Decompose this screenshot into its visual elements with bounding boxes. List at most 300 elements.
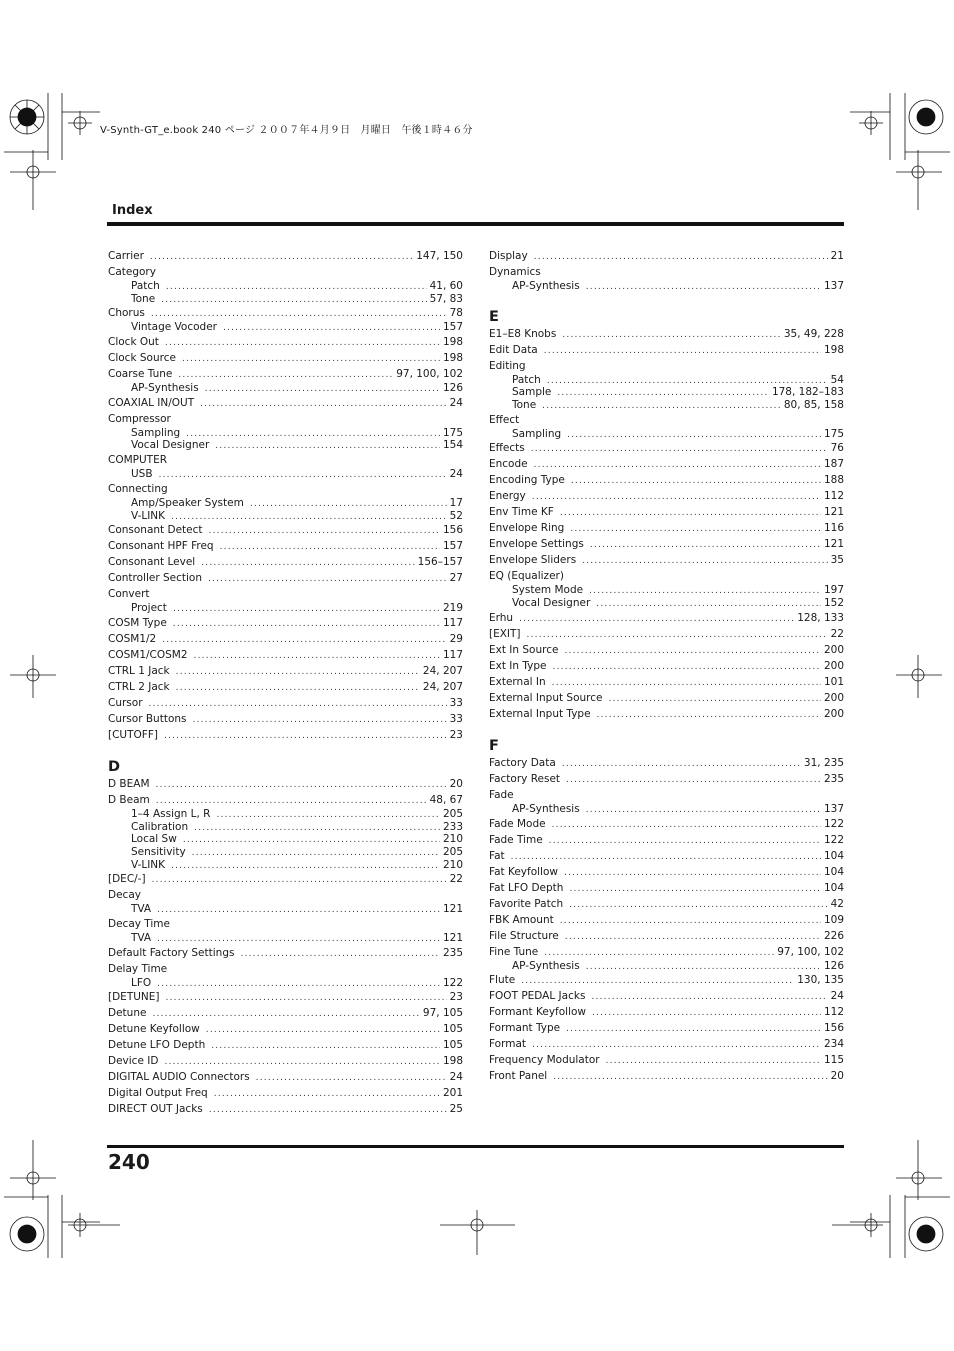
index-entry bbox=[108, 395, 463, 411]
index-pages: 20 bbox=[449, 777, 463, 790]
dot-leader bbox=[157, 904, 440, 917]
index-pages: 22 bbox=[830, 627, 844, 640]
index-term: Sampling bbox=[131, 426, 181, 439]
header-rule bbox=[107, 222, 844, 226]
dot-leader bbox=[562, 327, 781, 343]
dot-leader bbox=[206, 1022, 440, 1038]
dot-leader bbox=[542, 400, 781, 413]
index-pages: 23 bbox=[449, 728, 463, 741]
index-term: COSM Type bbox=[108, 616, 167, 629]
index-term: Convert bbox=[108, 588, 150, 601]
dot-leader bbox=[223, 322, 440, 335]
index-term: Encode bbox=[489, 458, 528, 471]
dot-leader bbox=[544, 945, 774, 961]
index-entry bbox=[489, 358, 844, 374]
index-subentry bbox=[108, 859, 463, 872]
index-pages: 121 bbox=[823, 538, 844, 551]
dot-leader bbox=[182, 351, 440, 367]
dot-leader bbox=[606, 1053, 821, 1069]
index-pages: 198 bbox=[442, 336, 463, 349]
index-entry bbox=[108, 647, 463, 663]
index-term: Envelope Sliders bbox=[489, 554, 577, 567]
index-term: TVA bbox=[131, 903, 152, 916]
target-icon bbox=[10, 111, 92, 210]
dot-leader bbox=[591, 989, 827, 1005]
index-entry bbox=[489, 552, 844, 568]
dot-leader bbox=[173, 616, 440, 632]
dot-leader bbox=[156, 793, 427, 809]
index-term: [DETUNE] bbox=[108, 991, 160, 1004]
index-entry bbox=[108, 631, 463, 647]
index-pages: 198 bbox=[442, 1055, 463, 1068]
index-pages: 178, 182–183 bbox=[771, 386, 844, 399]
dot-leader bbox=[552, 675, 821, 691]
index-term: Default Factory Settings bbox=[108, 946, 235, 959]
index-pages: 156–157 bbox=[417, 556, 463, 569]
index-term: Effect bbox=[489, 413, 520, 426]
index-entry bbox=[108, 586, 463, 602]
dot-leader bbox=[586, 281, 821, 294]
index-subentry bbox=[108, 903, 463, 916]
index-term: Local Sw bbox=[131, 833, 177, 846]
index-term: CTRL 2 Jack bbox=[108, 680, 170, 693]
dot-leader bbox=[151, 306, 447, 322]
index-entry bbox=[489, 787, 844, 803]
dot-leader bbox=[209, 1102, 447, 1118]
index-entry bbox=[489, 1068, 844, 1084]
index-entry bbox=[489, 771, 844, 787]
dot-leader bbox=[557, 387, 769, 400]
index-term: AP-Synthesis bbox=[512, 959, 580, 972]
index-entry bbox=[108, 695, 463, 711]
index-entry bbox=[108, 452, 463, 468]
dot-leader bbox=[178, 367, 393, 383]
index-term: Sensitivity bbox=[131, 845, 186, 858]
index-pages: 200 bbox=[823, 659, 844, 672]
index-entry bbox=[489, 928, 844, 944]
dot-leader bbox=[256, 1070, 447, 1086]
index-pages: 200 bbox=[823, 707, 844, 720]
dot-leader bbox=[159, 469, 447, 482]
index-term: AP-Synthesis bbox=[131, 382, 199, 395]
dot-leader bbox=[211, 1038, 440, 1054]
index-subentry bbox=[108, 321, 463, 334]
index-pages: 105 bbox=[442, 1039, 463, 1052]
index-pages: 104 bbox=[823, 881, 844, 894]
index-pages: 200 bbox=[823, 643, 844, 656]
index-pages: 48, 67 bbox=[429, 793, 463, 806]
dot-leader bbox=[566, 772, 821, 788]
index-entry bbox=[108, 411, 463, 427]
index-entry bbox=[108, 792, 463, 808]
index-pages: 234 bbox=[823, 1038, 844, 1051]
index-pages: 23 bbox=[449, 991, 463, 1004]
index-term: Ext In Type bbox=[489, 659, 547, 672]
index-entry bbox=[108, 1101, 463, 1117]
index-subentry bbox=[108, 439, 463, 452]
index-term: Sampling bbox=[512, 427, 562, 440]
index-term: Detune Keyfollow bbox=[108, 1023, 200, 1036]
index-term: Controller Section bbox=[108, 572, 202, 585]
index-term: Erhu bbox=[489, 611, 514, 624]
index-term: EQ (Equalizer) bbox=[489, 570, 564, 583]
index-subentry bbox=[108, 602, 463, 615]
index-entry bbox=[108, 538, 463, 554]
index-entry bbox=[489, 440, 844, 456]
index-term: FBK Amount bbox=[489, 913, 554, 926]
index-term: Effects bbox=[489, 442, 525, 455]
index-entry bbox=[108, 989, 463, 1005]
dot-leader bbox=[571, 473, 821, 489]
index-pages: 137 bbox=[823, 802, 844, 815]
index-entry bbox=[108, 1005, 463, 1021]
dot-leader bbox=[569, 897, 827, 913]
index-pages: 41, 60 bbox=[429, 280, 463, 292]
index-term: Consonant Detect bbox=[108, 524, 203, 537]
index-term: COSM1/2 bbox=[108, 632, 157, 645]
index-pages: 117 bbox=[442, 616, 463, 629]
index-term: Patch bbox=[131, 280, 160, 292]
dot-leader bbox=[152, 872, 447, 888]
index-entry bbox=[108, 350, 463, 366]
index-entry bbox=[108, 1037, 463, 1053]
index-term: [DEC/-] bbox=[108, 873, 146, 886]
index-subentry bbox=[489, 428, 844, 441]
index-entry bbox=[489, 755, 844, 771]
index-pages: 128, 133 bbox=[797, 611, 844, 624]
index-entry bbox=[489, 1052, 844, 1068]
dot-leader bbox=[582, 553, 827, 569]
target-icon bbox=[832, 1140, 942, 1237]
index-entry bbox=[489, 326, 844, 342]
dot-leader bbox=[164, 1054, 440, 1070]
index-pages: 157 bbox=[442, 540, 463, 553]
index-entry bbox=[108, 570, 463, 586]
dot-leader bbox=[150, 249, 413, 265]
index-entry bbox=[489, 972, 844, 988]
dot-leader bbox=[560, 913, 821, 929]
index-subentry bbox=[108, 510, 463, 523]
index-term: Fade Time bbox=[489, 833, 543, 846]
index-pages: 233 bbox=[442, 820, 463, 833]
index-pages: 35, 49, 228 bbox=[783, 327, 844, 340]
index-pages: 152 bbox=[823, 597, 844, 610]
index-term: Calibration bbox=[131, 820, 189, 833]
index-subentry bbox=[108, 977, 463, 990]
index-term: External In bbox=[489, 675, 546, 688]
index-pages: 116 bbox=[823, 522, 844, 535]
index-term: Consonant Level bbox=[108, 556, 196, 569]
dot-leader bbox=[240, 946, 439, 962]
index-term: Delay Time bbox=[108, 962, 168, 975]
index-term: E1–E8 Knobs bbox=[489, 327, 557, 340]
dot-leader bbox=[569, 881, 821, 897]
index-term: Fade bbox=[489, 788, 514, 801]
index-term: Chorus bbox=[108, 307, 145, 320]
index-term: Favorite Patch bbox=[489, 897, 564, 910]
dot-leader bbox=[527, 627, 828, 643]
index-term: Ext In Source bbox=[489, 643, 559, 656]
dot-leader bbox=[597, 707, 821, 723]
index-entry bbox=[489, 658, 844, 674]
index-pages: 29 bbox=[449, 632, 463, 645]
index-term: System Mode bbox=[512, 584, 584, 597]
dot-leader bbox=[176, 680, 420, 696]
index-pages: 21 bbox=[830, 250, 844, 262]
dot-leader bbox=[553, 1069, 827, 1085]
index-term: Device ID bbox=[108, 1055, 159, 1068]
index-term: Clock Source bbox=[108, 352, 176, 365]
index-pages: 20 bbox=[830, 1070, 844, 1083]
index-entry bbox=[108, 366, 463, 382]
index-pages: 121 bbox=[442, 903, 463, 916]
index-pages: 54 bbox=[830, 373, 844, 386]
crop-line bbox=[4, 93, 100, 160]
dot-leader bbox=[194, 648, 440, 664]
index-pages: 122 bbox=[823, 833, 844, 846]
index-term: AP-Synthesis bbox=[512, 802, 580, 815]
index-entry bbox=[108, 248, 463, 264]
index-term: Formant Type bbox=[489, 1022, 561, 1035]
index-term: Fine Tune bbox=[489, 945, 539, 958]
dot-leader bbox=[565, 929, 821, 945]
index-pages: 52 bbox=[449, 509, 463, 522]
index-term: Encoding Type bbox=[489, 474, 565, 487]
dot-leader bbox=[511, 849, 821, 865]
index-entry bbox=[489, 488, 844, 504]
index-pages: 80, 85, 158 bbox=[783, 399, 844, 412]
index-term: Edit Data bbox=[489, 343, 538, 356]
dot-leader bbox=[193, 712, 447, 728]
dot-leader bbox=[171, 511, 447, 524]
dot-leader bbox=[186, 428, 440, 441]
index-entry bbox=[489, 568, 844, 584]
dot-leader bbox=[570, 521, 821, 537]
index-pages: 17 bbox=[449, 496, 463, 509]
index-term: Cursor Buttons bbox=[108, 712, 187, 725]
index-term: Vocal Designer bbox=[131, 439, 210, 452]
index-term: Editing bbox=[489, 359, 526, 372]
dot-leader bbox=[532, 1037, 821, 1053]
index-pages: 35 bbox=[830, 554, 844, 567]
registration-wheel-icon bbox=[909, 100, 943, 134]
dot-leader bbox=[560, 505, 821, 521]
index-term: Coarse Tune bbox=[108, 368, 173, 381]
index-subentry bbox=[108, 821, 463, 834]
registration-wheel-icon bbox=[10, 100, 44, 134]
index-term: Compressor bbox=[108, 412, 171, 425]
index-pages: 57, 83 bbox=[429, 292, 463, 305]
dot-leader bbox=[162, 632, 446, 648]
index-entry bbox=[489, 456, 844, 472]
index-term: USB bbox=[131, 468, 153, 481]
dot-leader bbox=[201, 555, 414, 571]
index-entry bbox=[489, 626, 844, 642]
index-pages: 198 bbox=[442, 352, 463, 365]
index-subentry bbox=[108, 932, 463, 945]
index-entry bbox=[108, 522, 463, 538]
index-pages: 109 bbox=[823, 913, 844, 926]
index-pages: 112 bbox=[823, 1006, 844, 1019]
index-subentry bbox=[108, 468, 463, 481]
index-pages: 25 bbox=[449, 1103, 463, 1116]
index-entry bbox=[108, 554, 463, 570]
index-pages: 105 bbox=[442, 1023, 463, 1036]
index-subentry bbox=[489, 280, 844, 293]
dot-leader bbox=[208, 571, 447, 587]
index-pages: 97, 100, 102 bbox=[777, 945, 844, 958]
index-entry bbox=[489, 520, 844, 536]
footer-rule bbox=[107, 1145, 844, 1148]
index-entry bbox=[108, 264, 463, 280]
index-term: DIRECT OUT Jacks bbox=[108, 1103, 203, 1116]
document-header-line: V-Synth-GT_e.book 240 ページ ２００７年４月９日 月曜日 午後１時４６分 bbox=[100, 125, 473, 136]
index-pages: 205 bbox=[442, 845, 463, 858]
index-term: Tone bbox=[512, 399, 537, 412]
index-entry bbox=[489, 912, 844, 928]
dot-leader bbox=[553, 659, 821, 675]
index-pages: 24 bbox=[830, 990, 844, 1003]
index-pages: 210 bbox=[442, 833, 463, 846]
dot-leader bbox=[176, 664, 420, 680]
index-pages: 33 bbox=[449, 696, 463, 709]
index-term: Vintage Vocoder bbox=[131, 321, 217, 334]
dot-leader bbox=[183, 834, 440, 847]
dot-leader bbox=[152, 1006, 419, 1022]
index-column-left bbox=[108, 248, 463, 1117]
dot-leader bbox=[214, 1086, 440, 1102]
index-pages: 24, 207 bbox=[422, 680, 463, 693]
index-entry bbox=[489, 864, 844, 880]
index-entry bbox=[489, 264, 844, 280]
index-entry bbox=[108, 334, 463, 350]
registration-wheel-icon bbox=[10, 1217, 44, 1251]
index-entry bbox=[489, 816, 844, 832]
index-term: Sample bbox=[512, 386, 552, 399]
index-term: Decay bbox=[108, 889, 141, 902]
dot-leader bbox=[157, 978, 440, 991]
index-pages: 197 bbox=[823, 584, 844, 597]
index-pages: 24 bbox=[449, 1071, 463, 1084]
index-entry bbox=[489, 896, 844, 912]
index-term: COAXIAL IN/OUT bbox=[108, 396, 195, 409]
index-subentry bbox=[489, 960, 844, 973]
index-pages: 121 bbox=[442, 932, 463, 944]
index-entry bbox=[489, 880, 844, 896]
dot-leader bbox=[544, 343, 821, 359]
index-letter-heading: E bbox=[489, 308, 499, 325]
index-entry bbox=[489, 642, 844, 658]
index-pages: 200 bbox=[823, 691, 844, 704]
index-entry bbox=[489, 504, 844, 520]
index-term: Env Time KF bbox=[489, 506, 554, 519]
index-term: Frequency Modulator bbox=[489, 1054, 600, 1067]
target-icon bbox=[440, 1210, 515, 1255]
index-pages: 210 bbox=[442, 858, 463, 871]
dot-leader bbox=[531, 441, 828, 457]
dot-leader bbox=[589, 585, 821, 598]
index-pages: 201 bbox=[442, 1087, 463, 1100]
index-entry bbox=[489, 342, 844, 358]
index-term: COMPUTER bbox=[108, 454, 168, 467]
index-pages: 198 bbox=[823, 343, 844, 356]
index-term: Connecting bbox=[108, 482, 168, 495]
dot-leader bbox=[532, 489, 821, 505]
index-entry bbox=[489, 848, 844, 864]
index-pages: 76 bbox=[830, 442, 844, 455]
index-pages: 188 bbox=[823, 474, 844, 487]
page-number: 240 bbox=[108, 1150, 150, 1174]
dot-leader bbox=[209, 523, 440, 539]
index-term: Project bbox=[131, 602, 167, 615]
dot-leader bbox=[173, 603, 440, 616]
index-subentry bbox=[489, 597, 844, 610]
index-pages: 156 bbox=[442, 524, 463, 537]
dot-leader bbox=[566, 1021, 821, 1037]
index-term: D BEAM bbox=[108, 777, 150, 790]
dot-leader bbox=[586, 961, 821, 974]
index-term: External Input Type bbox=[489, 707, 591, 720]
index-column-right bbox=[489, 248, 844, 1084]
index-pages: 117 bbox=[442, 648, 463, 661]
index-term: Decay Time bbox=[108, 918, 171, 930]
index-term: Cursor bbox=[108, 696, 143, 709]
index-pages: 112 bbox=[823, 490, 844, 503]
index-pages: 219 bbox=[442, 602, 463, 615]
index-term: Patch bbox=[512, 373, 541, 386]
index-term: Fat LFO Depth bbox=[489, 881, 564, 894]
index-term: D Beam bbox=[108, 793, 150, 806]
index-term: Display bbox=[489, 250, 528, 262]
dot-leader bbox=[562, 756, 801, 772]
index-entry bbox=[108, 481, 463, 497]
index-subentry bbox=[108, 846, 463, 859]
index-entry bbox=[489, 944, 844, 960]
index-entry bbox=[489, 674, 844, 690]
index-entry bbox=[108, 1085, 463, 1101]
index-pages: 24 bbox=[449, 396, 463, 409]
index-entry bbox=[489, 248, 844, 264]
index-subentry bbox=[489, 386, 844, 399]
dot-leader bbox=[567, 429, 821, 442]
index-term: Factory Reset bbox=[489, 772, 561, 785]
index-pages: 78 bbox=[449, 307, 463, 320]
index-term: CTRL 1 Jack bbox=[108, 664, 170, 677]
index-entry bbox=[108, 711, 463, 727]
section-title: Index bbox=[112, 203, 153, 218]
index-term: Fat Keyfollow bbox=[489, 865, 558, 878]
index-term: 1–4 Assign L, R bbox=[131, 807, 211, 820]
index-entry bbox=[108, 776, 463, 792]
index-term: Category bbox=[108, 266, 156, 278]
index-pages: 104 bbox=[823, 865, 844, 878]
index-term: V-LINK bbox=[131, 509, 166, 522]
index-subentry bbox=[489, 399, 844, 412]
index-term: [CUTOFF] bbox=[108, 728, 158, 741]
index-pages: 33 bbox=[449, 712, 463, 725]
index-term: Formant Keyfollow bbox=[489, 1006, 586, 1019]
index-pages: 121 bbox=[823, 506, 844, 519]
index-term: AP-Synthesis bbox=[512, 280, 580, 292]
index-subentry bbox=[108, 293, 463, 306]
index-pages: 122 bbox=[442, 976, 463, 989]
index-entry bbox=[489, 1020, 844, 1036]
index-entry bbox=[489, 472, 844, 488]
index-entry bbox=[108, 916, 463, 932]
index-entry bbox=[108, 1021, 463, 1037]
index-pages: 97, 105 bbox=[422, 1007, 463, 1020]
index-subentry bbox=[489, 374, 844, 387]
